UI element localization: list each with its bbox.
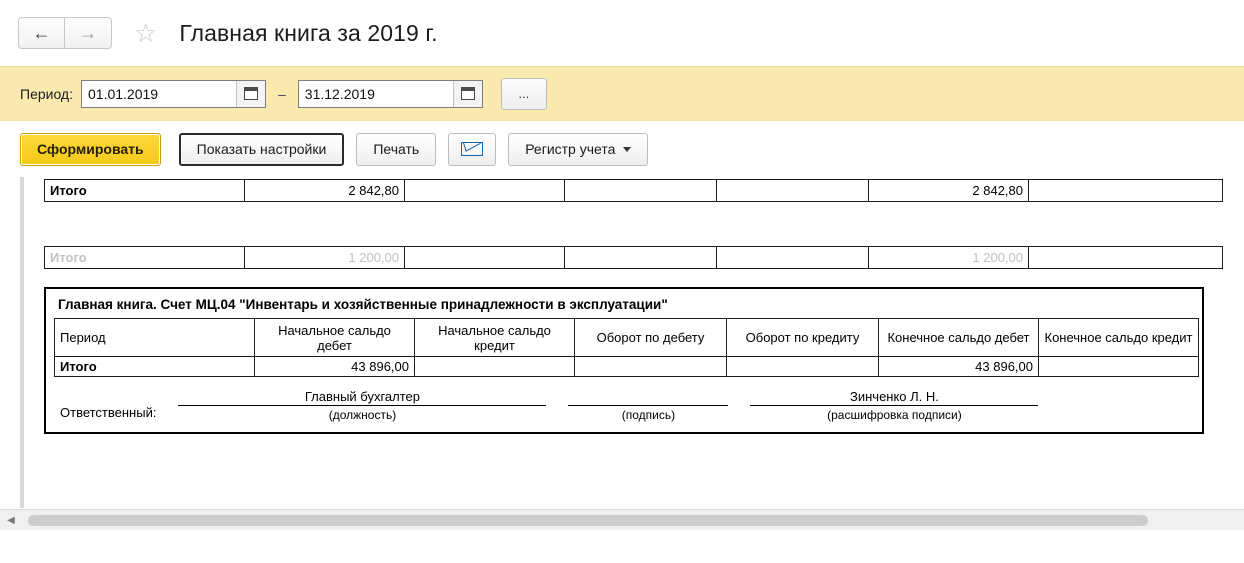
print-button[interactable]: Печать <box>356 133 436 166</box>
row-label: Итого <box>45 247 245 269</box>
table-row <box>55 357 1199 377</box>
report-top-table <box>44 179 1223 202</box>
header-turnover-credit: Оборот по кредиту <box>727 319 879 357</box>
cell-closing-debit: 1 200,00 <box>869 247 1029 269</box>
page-title: Главная книга за 2019 г. <box>179 19 438 46</box>
chevron-down-icon <box>623 147 631 152</box>
responsible-name-group <box>750 389 1038 422</box>
responsible-position-caption: (должность) <box>328 408 397 422</box>
show-settings-button[interactable]: Показать настройки <box>179 133 345 166</box>
period-label: Период: <box>20 85 73 102</box>
date-to-calendar-button[interactable] <box>453 81 482 107</box>
date-from-field[interactable] <box>81 80 266 108</box>
responsible-signature-group <box>568 389 728 422</box>
date-from-calendar-button[interactable] <box>236 81 265 107</box>
cell-opening-credit <box>415 357 575 377</box>
cell-turnover-debit <box>575 357 727 377</box>
cell-turnover-debit <box>565 180 717 202</box>
report-faded-table <box>44 246 1223 269</box>
responsible-name-value: Зинченко Л. Н. <box>750 389 1038 406</box>
cell-closing-debit: 2 842,80 <box>869 180 1029 202</box>
date-to-input[interactable] <box>299 81 453 107</box>
row-label: Итого <box>45 180 245 202</box>
back-icon: ← <box>32 22 51 43</box>
report-toolbar <box>0 121 1244 177</box>
table-row <box>45 247 1223 269</box>
header-closing-credit: Конечное сальдо кредит <box>1039 319 1199 357</box>
cell-closing-credit <box>1039 357 1199 377</box>
header-opening-debit: Начальное сальдо дебет <box>255 319 415 357</box>
scroll-left-arrow-icon[interactable]: ◀ <box>7 514 15 526</box>
responsible-position-value: Главный бухгалтер <box>178 389 546 406</box>
forward-button[interactable] <box>65 17 112 49</box>
row-label: Итого <box>55 357 255 377</box>
date-from-input[interactable] <box>82 81 236 107</box>
responsible-row <box>54 389 1194 424</box>
responsible-label: Ответственный: <box>60 405 157 420</box>
report-left-rail <box>20 177 24 508</box>
generate-button[interactable]: Сформировать <box>20 133 161 166</box>
cell-closing-debit: 43 896,00 <box>879 357 1039 377</box>
calendar-icon <box>244 87 258 100</box>
title-bar <box>0 0 1244 66</box>
header-closing-debit: Конечное сальдо дебет <box>879 319 1039 357</box>
cell-opening-credit <box>405 180 565 202</box>
responsible-position-group <box>178 389 546 422</box>
date-range-separator: – <box>278 85 286 102</box>
table-header-row <box>55 319 1199 357</box>
period-select-button[interactable]: ... <box>501 78 547 110</box>
period-bar <box>0 66 1244 121</box>
table-row <box>45 180 1223 202</box>
report-block <box>44 287 1204 434</box>
send-mail-button[interactable] <box>448 133 496 166</box>
horizontal-scroll-thumb[interactable] <box>28 515 1148 526</box>
forward-icon: → <box>79 22 97 43</box>
horizontal-scrollbar[interactable] <box>0 509 1244 530</box>
register-dropdown-label: Регистр учета <box>525 141 616 157</box>
responsible-signature-value <box>568 389 728 406</box>
cell-closing-credit <box>1029 180 1223 202</box>
cell-turnover-credit <box>727 357 879 377</box>
header-opening-credit: Начальное сальдо кредит <box>415 319 575 357</box>
cell-closing-credit <box>1029 247 1223 269</box>
cell-opening-debit: 2 842,80 <box>245 180 405 202</box>
date-to-field[interactable] <box>298 80 483 108</box>
navigation-buttons <box>18 17 112 49</box>
responsible-name-caption: (расшифровка подписи) <box>827 408 962 422</box>
report-main-table <box>54 318 1199 377</box>
cell-opening-debit: 1 200,00 <box>245 247 405 269</box>
cell-opening-credit <box>405 247 565 269</box>
calendar-icon <box>461 87 475 100</box>
report-area[interactable] <box>0 177 1244 530</box>
cell-turnover-credit <box>717 180 869 202</box>
register-dropdown-button[interactable] <box>508 133 648 166</box>
cell-opening-debit: 43 896,00 <box>255 357 415 377</box>
horizontal-scroll-track[interactable] <box>22 514 1244 526</box>
responsible-signature-caption: (подпись) <box>621 408 676 422</box>
header-turnover-debit: Оборот по дебету <box>575 319 727 357</box>
cell-turnover-debit <box>565 247 717 269</box>
favorite-star-icon[interactable]: ☆ <box>134 18 158 48</box>
envelope-icon <box>461 142 483 156</box>
back-button[interactable] <box>18 17 65 49</box>
header-period: Период <box>55 319 255 357</box>
report-block-title: Главная книга. Счет МЦ.04 "Инвентарь и хозяйственные принадлежности в эксплуатации" <box>58 297 668 312</box>
cell-turnover-credit <box>717 247 869 269</box>
